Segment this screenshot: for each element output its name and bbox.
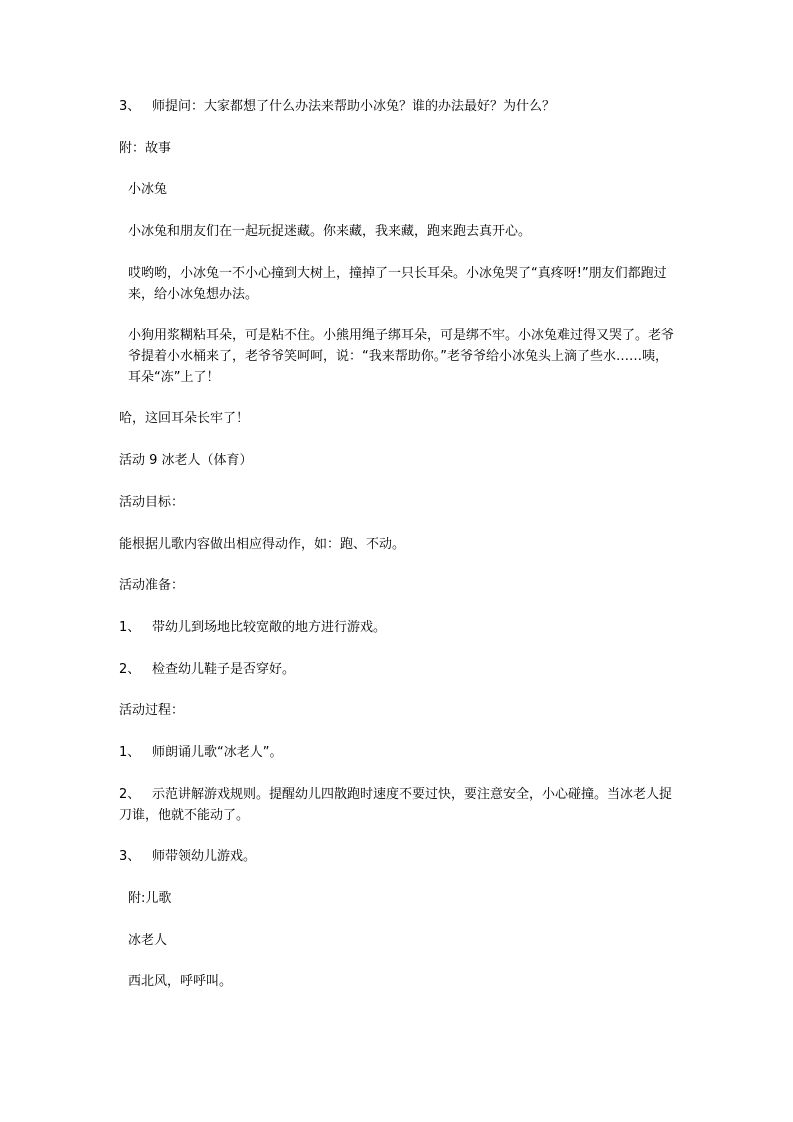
poem-title: 冰老人: [128, 933, 168, 948]
story-paragraph: 小冰兔和朋友们在一起玩捉迷藏。你来藏，我来藏，跑来跑去真开心。: [128, 224, 532, 239]
list-item-text: 师朗诵儿歌“冰老人”。: [152, 745, 283, 760]
section-label-preparation: 活动准备：: [119, 578, 185, 593]
story-paragraph: 小狗用浆糊粘耳朵，可是粘不住。小熊用绳子绑耳朵，可是绑不牢。小冰兔难过得又哭了。老爷爷提着小水桶来了，老爷爷笑呵呵，说：“我来帮助你。”老爷爷给小冰兔头上滴了些水……咦，耳朵“冻”上了！: [128, 328, 675, 385]
list-item: [119, 742, 679, 763]
goal-text: 能根据儿歌内容做出相应得动作，如：跑、不动。: [119, 537, 406, 552]
poem-line: 西北风，呼呼叫。: [128, 974, 233, 989]
list-item: [119, 617, 679, 638]
appendix-heading: 附：故事: [119, 141, 172, 156]
story-paragraph: 哈，这回耳朵长牢了！: [119, 411, 250, 426]
list-item: [119, 846, 679, 867]
list-item-text: 带幼儿到场地比较宽敞的地方进行游戏。: [152, 620, 387, 635]
section-label-goals: 活动目标：: [119, 495, 185, 510]
paragraph-text: 师提问：大家都想了什么办法来帮助小冰兔？谁的办法最好？为什么？: [152, 99, 556, 114]
list-item: [119, 659, 679, 680]
list-item-text: 检查幼儿鞋子是否穿好。: [152, 662, 296, 677]
activity-heading: 活动 9 冰老人（体育）: [119, 453, 253, 468]
list-item-text: 师带领幼儿游戏。: [152, 849, 257, 864]
story-title: 小冰兔: [128, 182, 168, 197]
section-label-process: 活动过程：: [119, 703, 185, 718]
list-number: 1、: [119, 745, 141, 760]
list-number: 3、: [119, 99, 141, 114]
list-item-text: 示范讲解游戏规则。提醒幼儿四散跑时速度不要过快，要注意安全，小心碰撞。当冰老人捉刀谁，他就不能动了。: [119, 787, 673, 823]
appendix-heading: 附:儿歌: [128, 891, 172, 906]
list-number: 2、: [119, 662, 141, 677]
paragraph-question: [119, 96, 679, 117]
list-number: 3、: [119, 849, 141, 864]
list-number: 1、: [119, 620, 141, 635]
list-number: 2、: [119, 787, 141, 802]
list-item: [119, 784, 679, 826]
story-paragraph: 哎哟哟，小冰兔一不小心撞到大树上，撞掉了一只长耳朵。小冰兔哭了“真疼呀!”朋友们都跑过来，给小冰兔想办法。: [128, 266, 667, 302]
